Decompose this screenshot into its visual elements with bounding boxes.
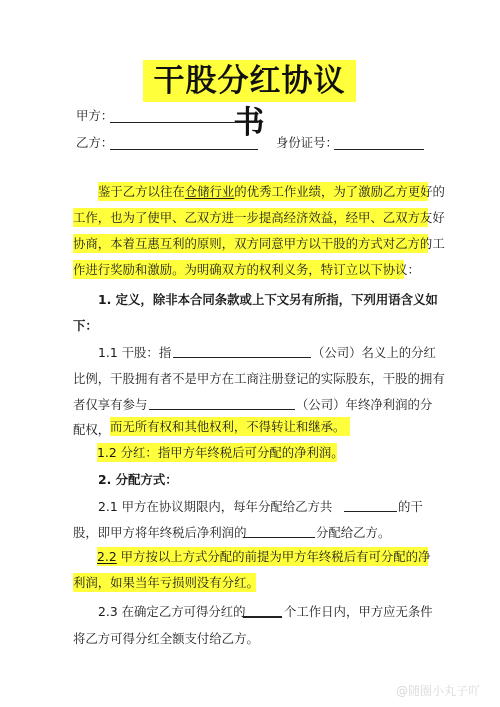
clause-2-1-end: 的干	[398, 499, 423, 514]
intro-line-1-post: 的优秀工作业绩，为了激励乙方更好的	[234, 184, 445, 199]
clause-2-3-line-2: 将乙方可得分红全额支付给乙方。	[73, 631, 259, 646]
company-name-blank-1	[173, 357, 311, 358]
party-a-blank	[110, 122, 258, 123]
section-1-heading-cont: 下：	[73, 318, 98, 333]
clause-2-1-start: 2.1 甲方在协议期限内，每年分配给乙方共	[98, 499, 333, 514]
section-1-heading: 1. 定义，除非本合同条款或上下文另有所指，下列用语含义如	[98, 292, 438, 307]
clause-2-2-line-1	[97, 547, 431, 566]
clause-2-1-line-2-start: 股，即甲方将年终税后净利润的	[73, 525, 247, 540]
clause-1-1-line-4-start: 配权，	[73, 422, 111, 437]
industry-name: 仓储行业	[184, 184, 235, 199]
party-b-blank	[110, 149, 258, 150]
clause-1-1-line-2: 比例，干股拥有者不是甲方在工商注册登记的实际股东，干股的拥有	[73, 371, 445, 386]
clause-1-1-line-3-start: 者仅享有参与	[73, 397, 148, 412]
clause-2-1-line-2-end: 分配给乙方。	[316, 525, 391, 540]
clause-1-1-line-4-highlight: 而无所有权和其他权利，不得转让和继承。	[110, 417, 350, 436]
clause-1-1-end: （公司）名义上的分红	[312, 345, 436, 360]
company-name-blank-2	[149, 409, 295, 410]
id-number-label: 身份证号：	[276, 135, 338, 150]
clause-1-2: 1.2 分红：指甲方年终税后可分配的净利润。	[97, 445, 344, 460]
intro-line-1-pre: 鉴于乙方以往在	[98, 184, 185, 199]
section-2-heading: 2. 分配方式：	[98, 472, 178, 487]
document-title: 干股分红协议书	[153, 63, 346, 141]
clause-2-3-end: 个工作日内，甲方应无条件	[284, 604, 433, 619]
clause-1-1-line-3-end: （公司）年终净利润的分	[296, 397, 433, 412]
intro-line-1	[98, 182, 445, 201]
clause-2-2-text: 甲方按以上方式分配的前提为甲方年终税后有可分配的净	[120, 549, 431, 564]
intro-line-3: 协商，本着互惠互利的原则，双方同意甲方以干股的方式对乙方的工	[73, 236, 445, 251]
workdays-blank	[243, 616, 282, 618]
intro-line-2: 工作，也为了使甲、乙双方进一步提高经济效益，经甲、乙双方友好	[73, 210, 445, 225]
clause-2-2-number: 2.2	[97, 549, 117, 564]
clause-1-1-start: 1.1 干股：指	[98, 345, 172, 360]
party-b-label: 乙方：	[76, 135, 114, 150]
clause-2-2-line-2: 利润，如果当年亏损则没有分红。	[73, 575, 259, 590]
shares-blank	[344, 511, 397, 512]
clause-2-3-start: 2.3 在确定乙方可得分红的	[98, 604, 246, 619]
watermark: @随圈小丸子吖	[395, 684, 480, 698]
intro-line-4: 作进行奖励和激励。为明确双方的权利义务，特订立以下协议：	[73, 262, 420, 277]
percentage-blank	[244, 537, 315, 538]
id-number-blank	[334, 149, 424, 150]
party-a-label: 甲方：	[76, 108, 114, 123]
